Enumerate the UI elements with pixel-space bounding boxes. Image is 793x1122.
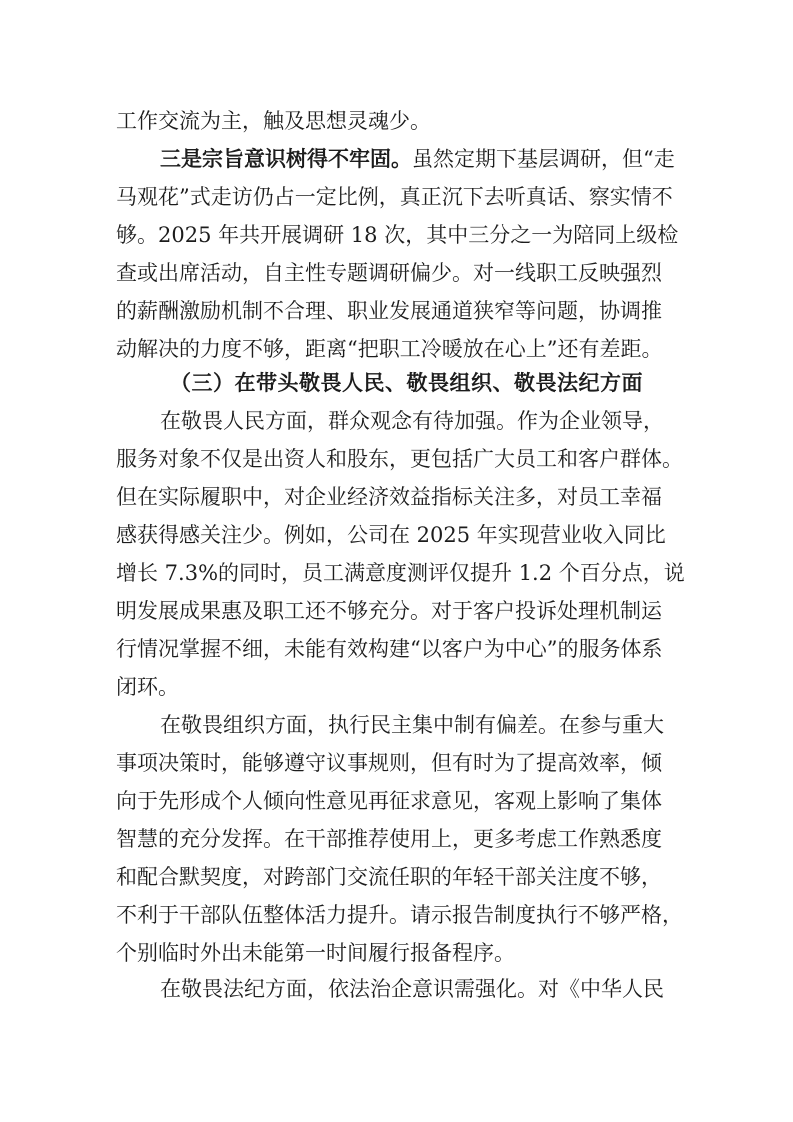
text-line: 工作交流为主，触及思想灵魂少。 bbox=[116, 109, 431, 133]
text-line: 闭环。 bbox=[116, 675, 179, 699]
text-line: 动解决的力度不够，距离“把职工冷暖放在心上”还有差距。 bbox=[116, 337, 663, 361]
section-heading: （三）在带头敬畏人民、敬畏组织、敬畏法纪方面 bbox=[170, 371, 643, 395]
text-line: 明发展成果惠及职工还不够充分。对于客户投诉处理机制运 bbox=[116, 599, 662, 623]
text-line: 智慧的充分发挥。在干部推荐使用上，更多考虑工作熟悉度 bbox=[116, 827, 662, 851]
text-line: 和配合默契度，对跨部门交流任职的年轻干部关注度不够， bbox=[116, 865, 662, 889]
text-line: 个别临时外出未能第一时间履行报备程序。 bbox=[116, 941, 515, 965]
text-span: 虽然定期下基层调研，但“走 bbox=[412, 147, 675, 171]
text-line: 增长 7.3%的同时，员工满意度测评仅提升 1.2 个百分点，说 bbox=[116, 561, 685, 585]
text-line: 的薪酬激励机制不合理、职业发展通道狭窄等问题，协调推 bbox=[116, 299, 662, 323]
text-line: 事项决策时，能够遵守议事规则，但有时为了提高效率，倾 bbox=[116, 751, 662, 775]
text-line: 但在实际履职中，对企业经济效益指标关注多，对员工幸福 bbox=[116, 485, 662, 509]
text-line: 感获得感关注少。例如，公司在 2025 年实现营业收入同比 bbox=[116, 523, 666, 547]
paragraph-start-line bbox=[160, 144, 686, 174]
text-line: 服务对象不仅是出资人和股东，更包括广大员工和客户群体。 bbox=[116, 447, 683, 471]
paragraph-start-line: 在敬畏人民方面，群众观念有待加强。作为企业领导， bbox=[160, 409, 664, 433]
paragraph-start-line: 在敬畏法纪方面，依法治企意识需强化。对《中华人民 bbox=[160, 977, 664, 1001]
bold-lead-text: 三是宗旨意识树得不牢固。 bbox=[160, 147, 412, 171]
text-line: 向于先形成个人倾向性意见再征求意见，客观上影响了集体 bbox=[116, 789, 662, 813]
text-line: 不利于干部队伍整体活力提升。请示报告制度执行不够严格， bbox=[116, 903, 683, 927]
text-line: 够。2025 年共开展调研 18 次，其中三分之一为陪同上级检 bbox=[116, 223, 679, 247]
paragraph-start-line: 在敬畏组织方面，执行民主集中制有偏差。在参与重大 bbox=[160, 713, 664, 737]
text-line: 行情况掌握不细，未能有效构建“以客户为中心”的服务体系 bbox=[116, 637, 663, 661]
text-line: 查或出席活动，自主性专题调研偏少。对一线职工反映强烈 bbox=[116, 261, 662, 285]
text-line: 马观花”式走访仍占一定比例，真正沉下去听真话、察实情不 bbox=[116, 185, 673, 209]
